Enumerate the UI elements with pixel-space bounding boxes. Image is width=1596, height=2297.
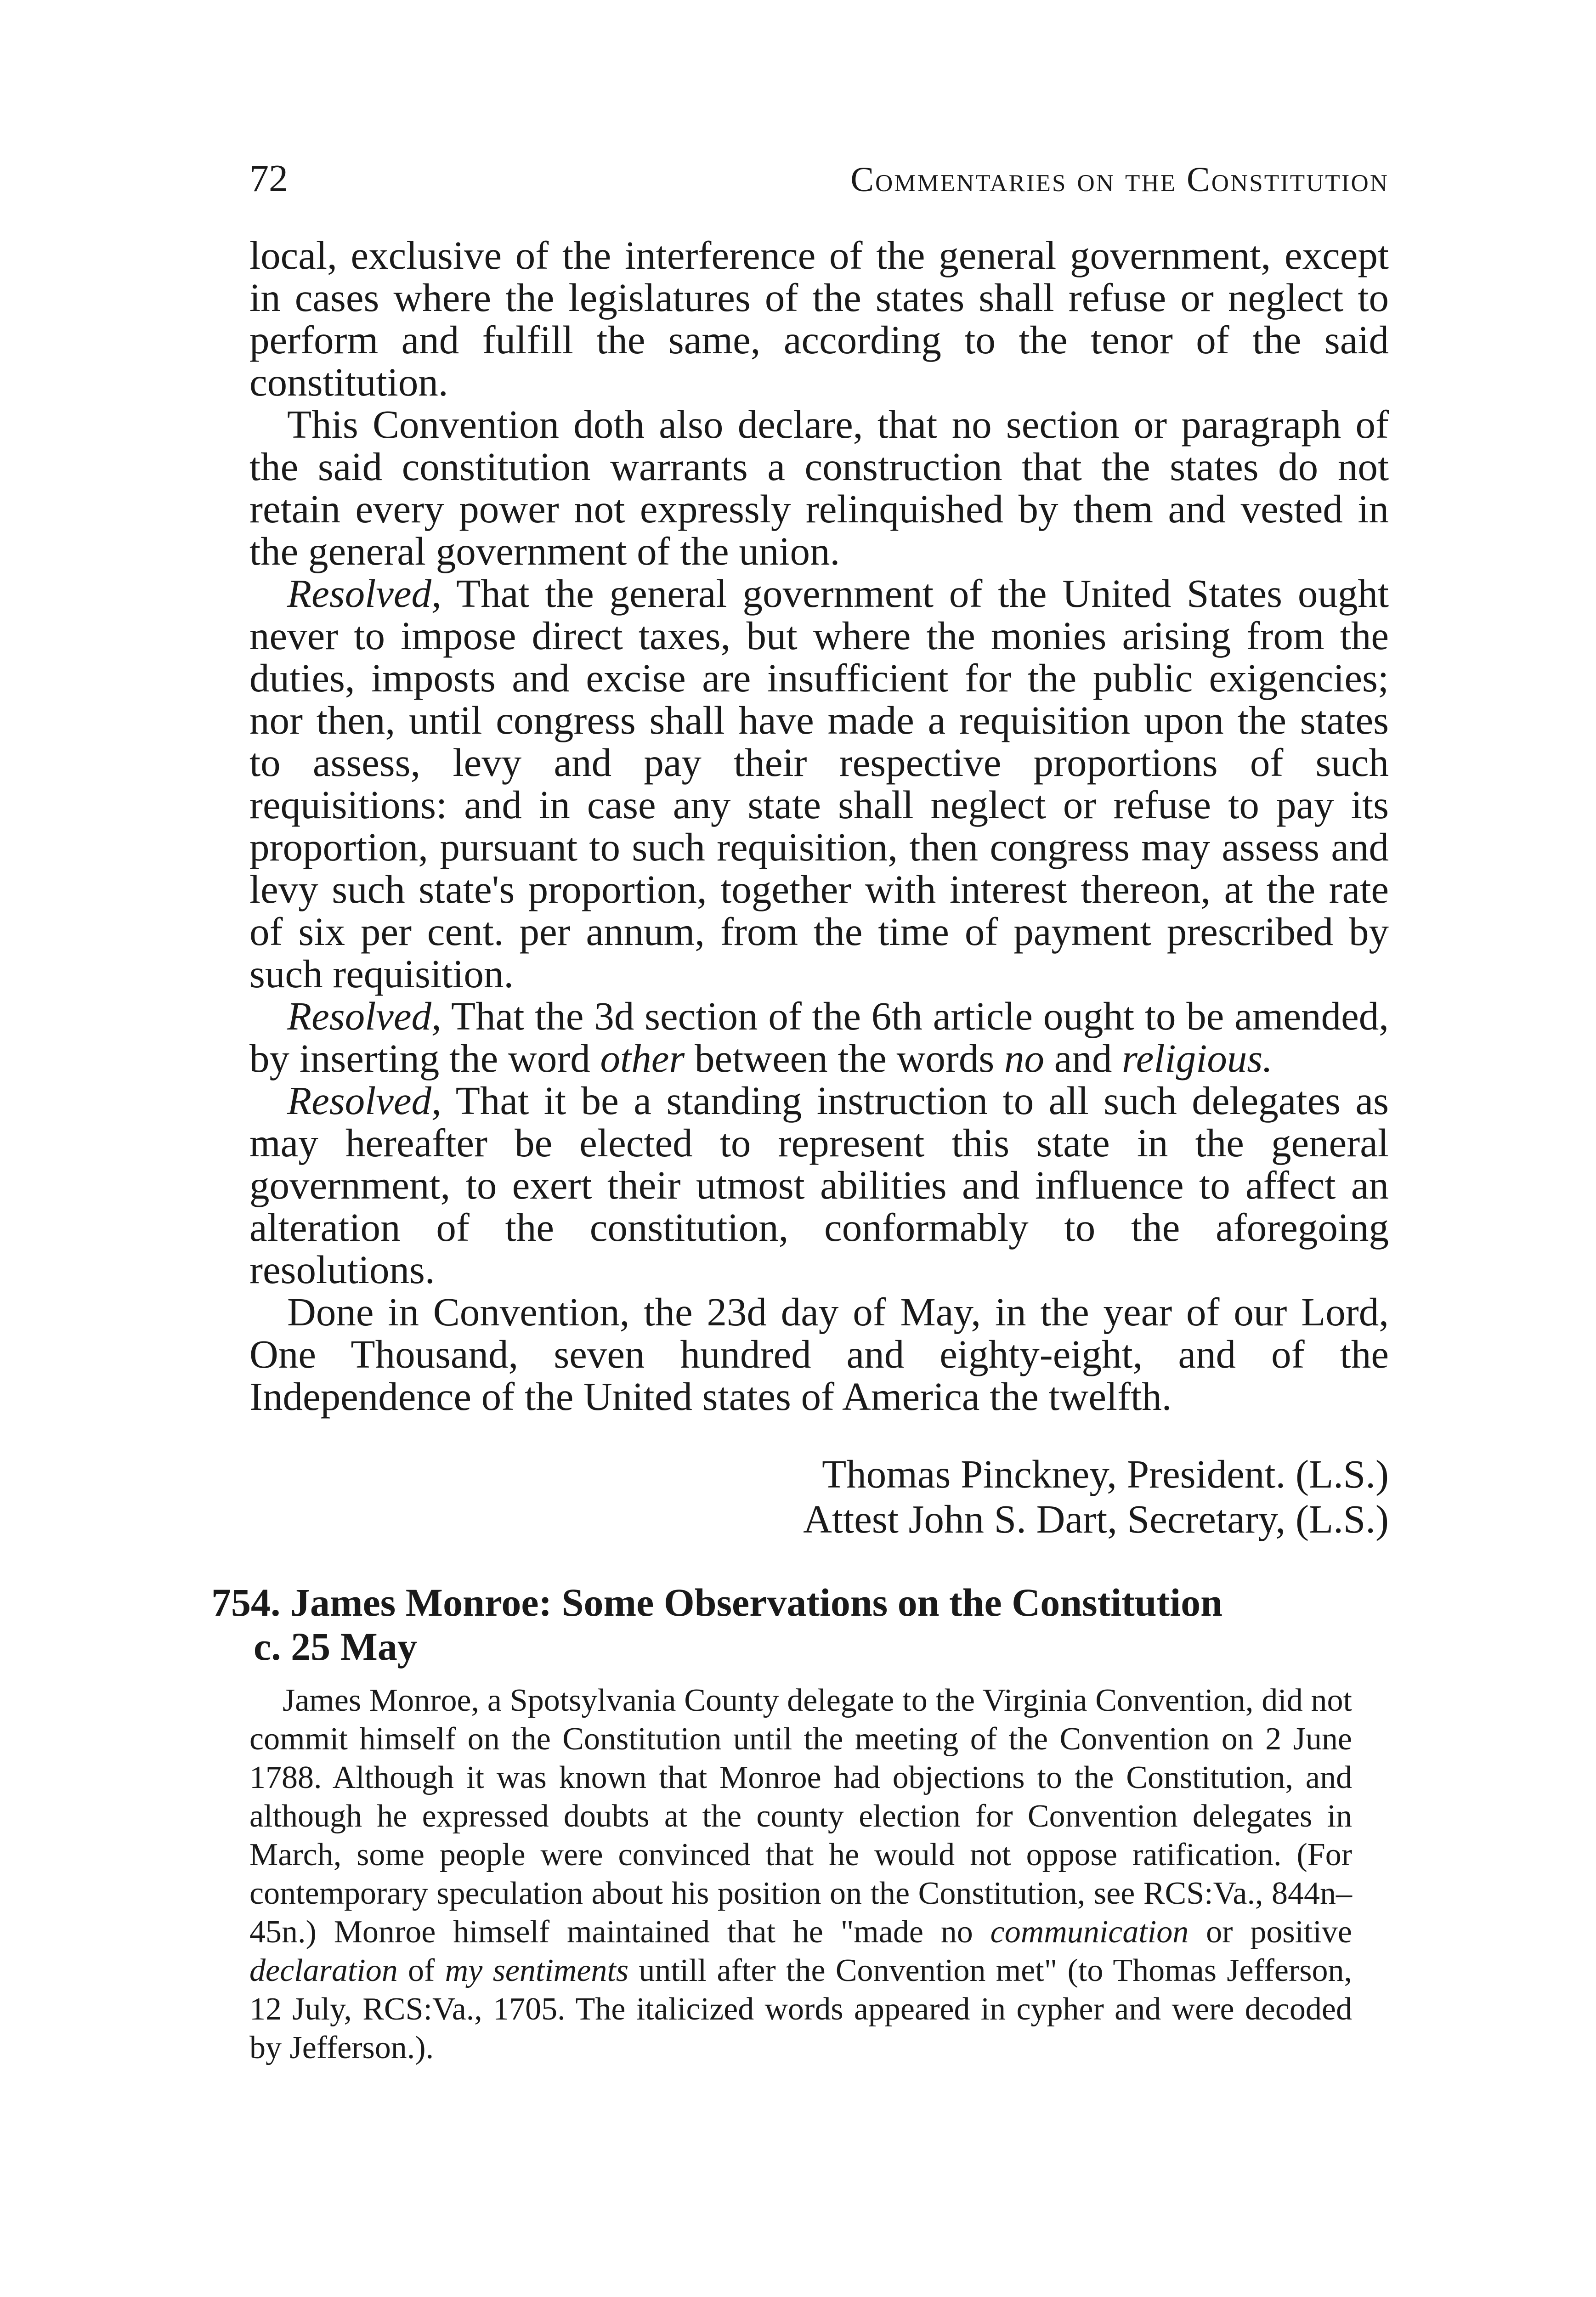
signature-block <box>249 1452 1389 1542</box>
running-head: Commentaries on the Constitution <box>850 160 1389 199</box>
paragraph-continuation: local, exclusive of the interference of the general government, except in cases where the legislatures of the states shall refuse or neglect to perform and fulfill the same, according to the tenor of the said constitution. <box>249 233 1389 404</box>
paragraph-declaration: This Convention doth also declare, that no section or paragraph of the said constitution warrants a construction that the states do not retain every power not expressly relinquished by them and vested in the general government of the union. <box>249 402 1389 573</box>
page-number: 72 <box>249 157 288 200</box>
headnote <box>249 1681 1352 2067</box>
headnote-text: James Monroe, a Spotsylvania County delegate to the Virginia Convention, did not commit himself on the Constitution until the meeting of the Convention on 2 June 1788. Although it was known that Monroe had objections to the Constitution, and although he expressed doubts at the county election for Convention delegates in March, some people were convinced that he would not oppose ratification. (For contemporary speculation about his position on the Constitution, see RCS:Va., 844n–45n.) Monroe himself maintained that he "made no <box>249 1683 1352 1950</box>
italic-word-religious: religious. <box>1122 1036 1273 1081</box>
signature-secretary: Attest John S. Dart, Secretary, (L.S.) <box>803 1497 1389 1541</box>
body-text <box>249 234 1389 1418</box>
resolved-amendment-text-b: between the words <box>685 1036 1004 1081</box>
signature-president: Thomas Pinckney, President. (L.S.) <box>822 1452 1389 1496</box>
paragraph-resolved-instruction <box>249 1080 1389 1291</box>
resolved-instruction-text: That it be a standing instruction to all such delegates as may hereafter be elected to represent this state in the general government, to exert their utmost abilities and influence to affect an alteration of the constitution, conformably to the aforegoing resolutions. <box>249 1078 1389 1292</box>
resolved-amendment-text-a: That the 3d section of the 6th article ought to be amended, by inserting the word <box>249 994 1389 1081</box>
resolved-label: Resolved, <box>287 1078 441 1123</box>
italic-word-no: no <box>1004 1036 1044 1081</box>
document-date: c. 25 May <box>254 1624 417 1669</box>
headnote-text: of <box>397 1953 445 1988</box>
paragraph-done-in-convention: Done in Convention, the 23d day of May, in the year of our Lord, One Thousand, seven hundred and eighty-eight, and of the Independence of the United states of America the twelfth. <box>249 1290 1389 1419</box>
resolved-label: Resolved, <box>287 994 441 1038</box>
paragraph-resolved-taxes <box>249 572 1389 995</box>
headnote-text: untill after the Convention met" (to Thomas Jefferson, 12 July, RCS:Va., 1705. The italicized words appeared in cypher and were decoded by Jefferson.). <box>249 1953 1353 2065</box>
resolved-taxes-text: That the general government of the United States ought never to impose direct taxes, but where the monies arising from the duties, imposts and excise are insufficient for the public exigencies; nor then, until congress shall have made a requisition upon the states to assess, levy and pay their respective proportions of such requisitions: and in case any state shall neglect or refuse to pay its proportion, pursuant to such requisition, then congress may assess and levy such state's proportion, together with interest thereon, at the rate of six per cent. per annum, from the time of payment prescribed by such requisition. <box>249 571 1389 996</box>
italic-communication: communication <box>990 1914 1189 1950</box>
resolved-label: Resolved, <box>287 571 441 616</box>
resolved-amendment-text-c: and <box>1044 1036 1122 1081</box>
headnote-text: or positive <box>1189 1914 1352 1950</box>
document-title: 754. James Monroe: Some Observations on the Constitution <box>211 1580 1222 1624</box>
paragraph-resolved-amendment <box>249 995 1389 1080</box>
italic-my-sentiments: my sentiments <box>445 1953 629 1988</box>
italic-declaration: declaration <box>249 1953 398 1988</box>
italic-word-other: other <box>600 1036 685 1081</box>
document-heading <box>211 1580 1406 1669</box>
page-header <box>249 156 1389 202</box>
